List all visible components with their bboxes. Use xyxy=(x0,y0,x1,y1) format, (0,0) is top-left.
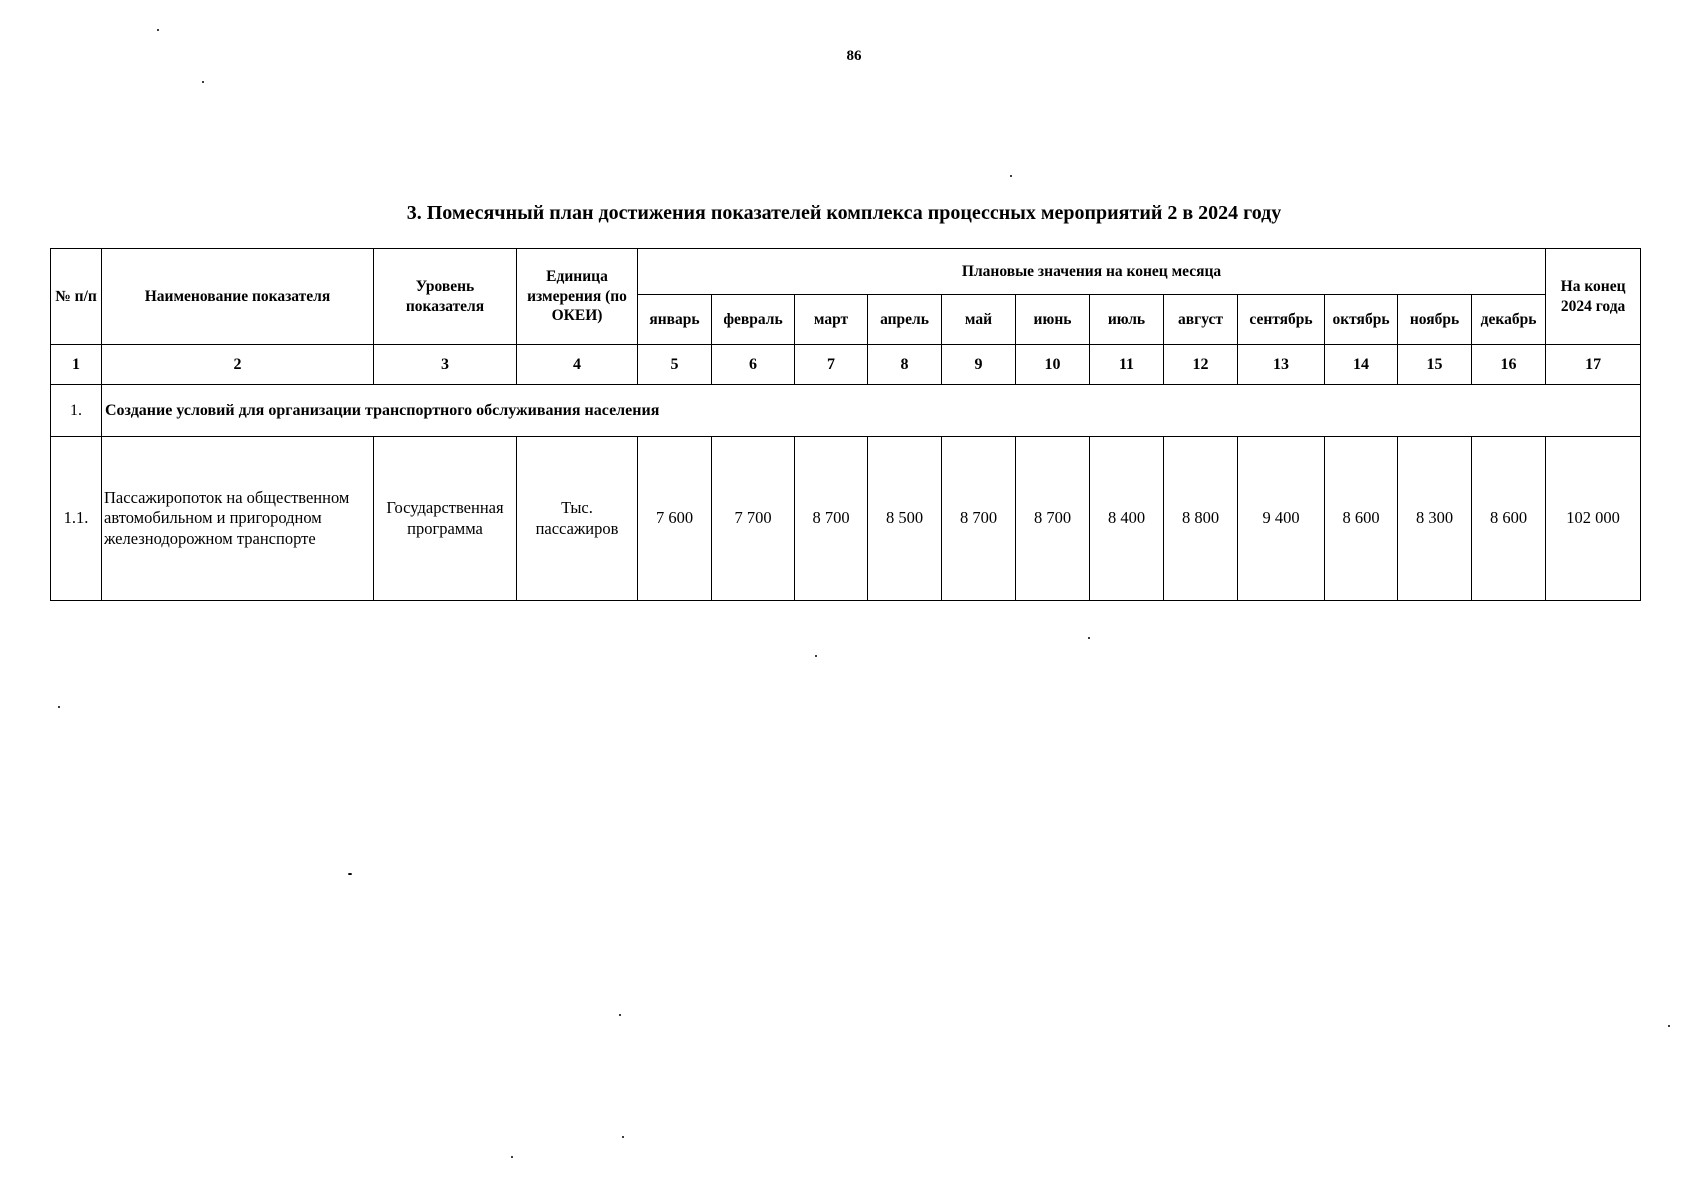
scan-speck xyxy=(58,706,60,708)
section-title: Создание условий для организации транспортного обслуживания населения xyxy=(102,385,1641,437)
table-row xyxy=(51,437,1641,601)
monthly-plan-table xyxy=(50,248,1641,601)
page-title: 3. Помесячный план достижения показателей комплекса процессных мероприятий 2 в 2024 году xyxy=(406,202,1282,224)
section-row xyxy=(51,385,1641,437)
column-number: 9 xyxy=(942,345,1016,385)
scan-speck xyxy=(619,1014,621,1016)
header-num: № п/п xyxy=(51,249,102,345)
scan-speck xyxy=(202,81,204,83)
scan-speck xyxy=(1668,1025,1670,1027)
column-number: 6 xyxy=(712,345,795,385)
value-june: 8 700 xyxy=(1016,437,1090,601)
column-number: 10 xyxy=(1016,345,1090,385)
month-header: июль xyxy=(1090,295,1164,345)
column-number: 1 xyxy=(51,345,102,385)
value-august: 8 800 xyxy=(1164,437,1238,601)
header-unit: Единица измерения (по ОКЕИ) xyxy=(517,249,638,345)
column-number: 14 xyxy=(1325,345,1398,385)
column-number: 15 xyxy=(1398,345,1472,385)
scan-speck xyxy=(511,1156,513,1158)
value-july: 8 400 xyxy=(1090,437,1164,601)
header-row xyxy=(51,249,1641,295)
month-header: июнь xyxy=(1016,295,1090,345)
indicator-name: Пассажиропоток на общественном автомобильном и пригородном железнодорожном транспорте xyxy=(102,437,374,601)
month-header: май xyxy=(942,295,1016,345)
value-year-end: 102 000 xyxy=(1546,437,1641,601)
header-year-end: На конец 2024 года xyxy=(1546,249,1641,345)
scan-speck xyxy=(622,1136,624,1138)
scan-speck xyxy=(348,873,352,875)
row-num: 1.1. xyxy=(51,437,102,601)
value-may: 8 700 xyxy=(942,437,1016,601)
header-name: Наименование показателя xyxy=(102,249,374,345)
section-num: 1. xyxy=(51,385,102,437)
header-planned: Плановые значения на конец месяца xyxy=(638,249,1546,295)
value-april: 8 500 xyxy=(868,437,942,601)
value-december: 8 600 xyxy=(1472,437,1546,601)
page-number: 86 xyxy=(846,48,862,64)
header-level: Уровень показателя xyxy=(374,249,517,345)
scan-speck xyxy=(815,655,817,657)
column-number: 8 xyxy=(868,345,942,385)
month-header: апрель xyxy=(868,295,942,345)
month-header: декабрь xyxy=(1472,295,1546,345)
column-number: 4 xyxy=(517,345,638,385)
column-number: 17 xyxy=(1546,345,1641,385)
indicator-unit: Тыс. пассажиров xyxy=(517,437,638,601)
value-march: 8 700 xyxy=(795,437,868,601)
column-number: 12 xyxy=(1164,345,1238,385)
scan-speck xyxy=(1010,175,1012,177)
scan-speck xyxy=(1088,637,1090,639)
column-number: 5 xyxy=(638,345,712,385)
value-october: 8 600 xyxy=(1325,437,1398,601)
value-january: 7 600 xyxy=(638,437,712,601)
month-header: сентябрь xyxy=(1238,295,1325,345)
month-header: март xyxy=(795,295,868,345)
column-numbers-row xyxy=(51,345,1641,385)
column-number: 11 xyxy=(1090,345,1164,385)
scan-speck xyxy=(157,29,159,31)
indicator-level: Государственная программа xyxy=(374,437,517,601)
month-header: ноябрь xyxy=(1398,295,1472,345)
column-number: 13 xyxy=(1238,345,1325,385)
column-number: 3 xyxy=(374,345,517,385)
column-number: 2 xyxy=(102,345,374,385)
value-november: 8 300 xyxy=(1398,437,1472,601)
month-header: февраль xyxy=(712,295,795,345)
column-number: 7 xyxy=(795,345,868,385)
month-header: октябрь xyxy=(1325,295,1398,345)
value-february: 7 700 xyxy=(712,437,795,601)
month-header: январь xyxy=(638,295,712,345)
month-header: август xyxy=(1164,295,1238,345)
column-number: 16 xyxy=(1472,345,1546,385)
value-september: 9 400 xyxy=(1238,437,1325,601)
